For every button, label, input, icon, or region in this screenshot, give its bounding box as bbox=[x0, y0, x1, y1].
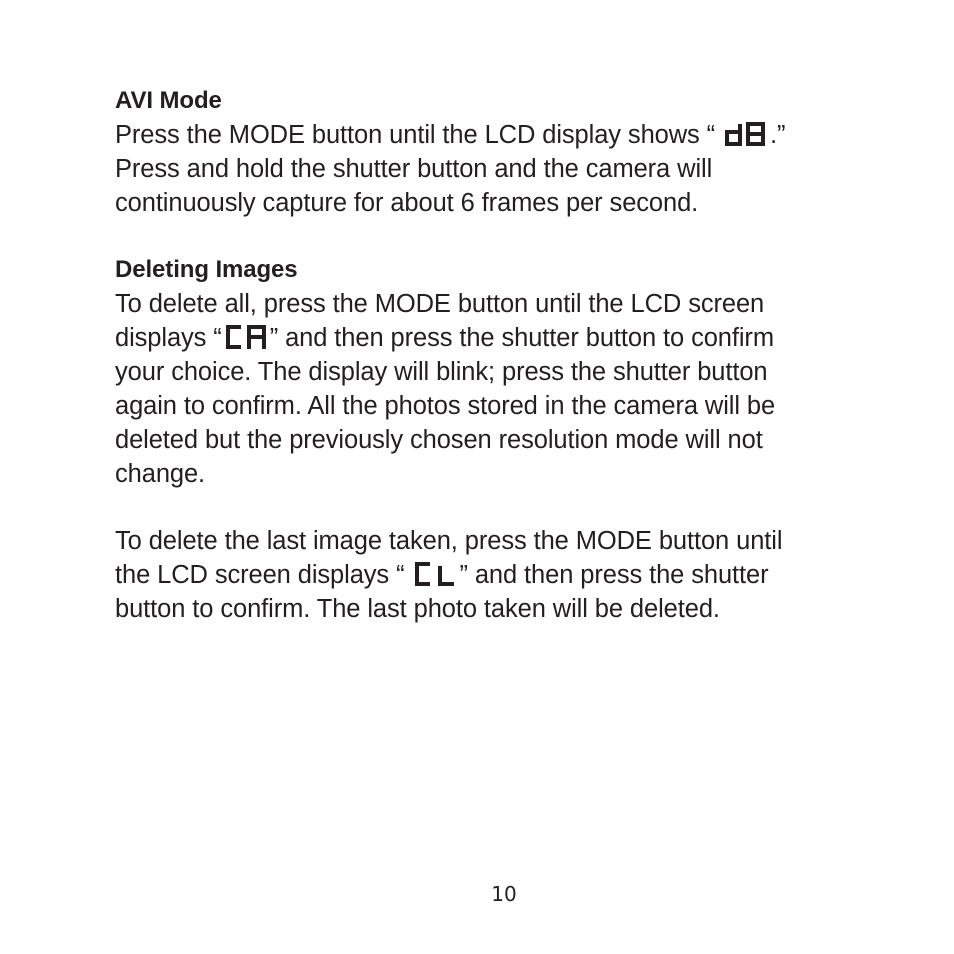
deleting-line-2 bbox=[115, 321, 875, 355]
delete-last-line-2-text: the LCD screen displays “ bbox=[115, 561, 412, 589]
avi-mode-line-1-end: .” bbox=[770, 121, 786, 149]
delete-last-line-2 bbox=[115, 558, 875, 592]
manual-page bbox=[115, 84, 875, 626]
deleting-line-3: your choice. The display will blink; press the shutter button bbox=[115, 358, 768, 386]
lcd-d8-icon bbox=[724, 122, 768, 146]
avi-mode-line-3: continuously capture for about 6 frames per second. bbox=[115, 189, 699, 217]
avi-mode-line-1-text: Press the MODE button until the LCD display shows “ bbox=[115, 121, 723, 149]
deleting-images-heading: Deleting Images bbox=[115, 256, 298, 283]
avi-mode-line-2: Press and hold the shutter button and the camera will bbox=[115, 155, 713, 183]
deleting-line-5: deleted but the previously chosen resolution mode will not bbox=[115, 426, 763, 454]
avi-mode-section bbox=[115, 84, 875, 220]
deleting-line-6: change. bbox=[115, 460, 206, 488]
deleting-line-1: To delete all, press the MODE button until the LCD screen bbox=[115, 290, 765, 318]
deleting-line-2-end: ” and then press the shutter button to confirm bbox=[269, 324, 774, 352]
paragraph-gap bbox=[115, 220, 875, 253]
paragraph-gap bbox=[115, 491, 875, 524]
deleting-line-4: again to confirm. All the photos stored in the camera will be bbox=[115, 392, 776, 420]
lcd-ca-icon bbox=[224, 325, 268, 349]
avi-mode-line-1 bbox=[115, 118, 875, 152]
deleting-images-section bbox=[115, 253, 875, 491]
delete-last-line-2-end: ” and then press the shutter bbox=[459, 561, 769, 589]
deleting-line-2-text: displays “ bbox=[115, 324, 222, 352]
delete-last-line-1: To delete the last image taken, press the MODE button until bbox=[115, 527, 783, 555]
avi-mode-heading: AVI Mode bbox=[115, 87, 222, 114]
delete-last-line-3: button to confirm. The last photo taken will be deleted. bbox=[115, 595, 720, 623]
lcd-cl-icon bbox=[413, 562, 457, 586]
delete-last-section bbox=[115, 524, 875, 626]
page-number: 10 bbox=[491, 882, 517, 906]
